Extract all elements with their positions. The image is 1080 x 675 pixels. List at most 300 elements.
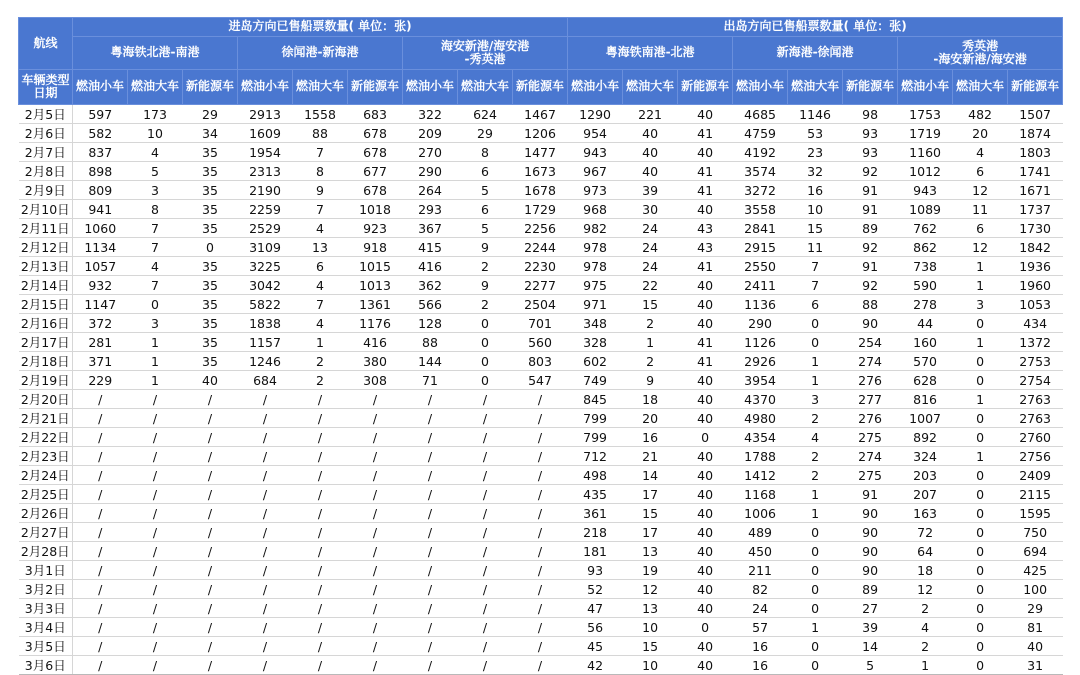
value-cell: 3272: [733, 181, 788, 200]
value-cell: 17: [623, 485, 678, 504]
value-cell: 41: [678, 257, 733, 276]
value-cell: 0: [458, 352, 513, 371]
value-cell: 845: [568, 390, 623, 409]
value-cell: 40: [1008, 637, 1063, 656]
value-cell: 14: [623, 466, 678, 485]
value-cell: 803: [513, 352, 568, 371]
value-cell: 40: [678, 295, 733, 314]
table-row: [19, 656, 1063, 675]
value-cell: /: [293, 390, 348, 409]
value-cell: 90: [843, 542, 898, 561]
value-cell: 209: [403, 124, 458, 143]
outbound-direction-header: 出岛方向已售船票数量( 单位：张): [568, 18, 1063, 37]
date-cell: 2月6日: [19, 124, 73, 143]
value-cell: 809: [73, 181, 128, 200]
table-row: [19, 124, 1063, 143]
value-cell: /: [458, 428, 513, 447]
value-cell: 0: [458, 371, 513, 390]
value-cell: 1874: [1008, 124, 1063, 143]
value-cell: /: [348, 466, 403, 485]
value-cell: 1: [623, 333, 678, 352]
value-cell: 684: [238, 371, 293, 390]
value-cell: /: [238, 504, 293, 523]
value-cell: 943: [898, 181, 953, 200]
value-cell: 40: [678, 105, 733, 124]
vehicle-type-header: 燃油小车: [238, 70, 293, 105]
value-cell: 1012: [898, 162, 953, 181]
value-cell: 6: [953, 219, 1008, 238]
value-cell: 1730: [1008, 219, 1063, 238]
value-cell: 3558: [733, 200, 788, 219]
value-cell: 30: [623, 200, 678, 219]
value-cell: 1126: [733, 333, 788, 352]
value-cell: /: [403, 390, 458, 409]
value-cell: 35: [183, 257, 238, 276]
value-cell: 40: [678, 447, 733, 466]
value-cell: /: [128, 409, 183, 428]
date-cell: 2月28日: [19, 542, 73, 561]
table-row: [19, 162, 1063, 181]
value-cell: 0: [953, 352, 1008, 371]
value-cell: 290: [403, 162, 458, 181]
value-cell: 2753: [1008, 352, 1063, 371]
value-cell: /: [128, 523, 183, 542]
value-cell: 0: [788, 523, 843, 542]
date-cell: 2月18日: [19, 352, 73, 371]
value-cell: /: [293, 561, 348, 580]
value-cell: 973: [568, 181, 623, 200]
value-cell: 89: [843, 580, 898, 599]
value-cell: 328: [568, 333, 623, 352]
value-cell: /: [403, 618, 458, 637]
value-cell: 1: [788, 504, 843, 523]
inbound-route-header: 徐闻港-新海港: [238, 37, 403, 70]
value-cell: 0: [458, 333, 513, 352]
value-cell: 1: [788, 485, 843, 504]
value-cell: 163: [898, 504, 953, 523]
value-cell: 53: [788, 124, 843, 143]
value-cell: 348: [568, 314, 623, 333]
value-cell: 0: [953, 314, 1008, 333]
value-cell: /: [73, 523, 128, 542]
value-cell: /: [73, 599, 128, 618]
value-cell: 582: [73, 124, 128, 143]
value-cell: 1176: [348, 314, 403, 333]
value-cell: 3: [788, 390, 843, 409]
value-cell: 275: [843, 428, 898, 447]
value-cell: 0: [953, 371, 1008, 390]
value-cell: /: [73, 637, 128, 656]
value-cell: 29: [1008, 599, 1063, 618]
value-cell: /: [293, 523, 348, 542]
vehicle-type-header: 新能源车: [843, 70, 898, 105]
value-cell: 7: [128, 238, 183, 257]
value-cell: /: [238, 485, 293, 504]
value-cell: 2259: [238, 200, 293, 219]
value-cell: 968: [568, 200, 623, 219]
value-cell: 1013: [348, 276, 403, 295]
value-cell: /: [293, 466, 348, 485]
value-cell: /: [128, 637, 183, 656]
value-cell: 88: [293, 124, 348, 143]
value-cell: /: [183, 599, 238, 618]
value-cell: /: [238, 561, 293, 580]
date-cell: 2月9日: [19, 181, 73, 200]
value-cell: /: [128, 599, 183, 618]
value-cell: 1007: [898, 409, 953, 428]
table-row: [19, 143, 1063, 162]
value-cell: /: [183, 580, 238, 599]
date-cell: 2月19日: [19, 371, 73, 390]
value-cell: /: [513, 390, 568, 409]
value-cell: /: [128, 580, 183, 599]
value-cell: 9: [293, 181, 348, 200]
value-cell: 3042: [238, 276, 293, 295]
value-cell: /: [513, 561, 568, 580]
value-cell: /: [128, 542, 183, 561]
value-cell: 3225: [238, 257, 293, 276]
value-cell: 0: [788, 333, 843, 352]
value-cell: 0: [788, 580, 843, 599]
value-cell: 1507: [1008, 105, 1063, 124]
value-cell: 293: [403, 200, 458, 219]
date-cell: 2月26日: [19, 504, 73, 523]
value-cell: /: [348, 447, 403, 466]
value-cell: 0: [788, 314, 843, 333]
value-cell: 128: [403, 314, 458, 333]
table-row: [19, 542, 1063, 561]
value-cell: 276: [843, 371, 898, 390]
value-cell: 1089: [898, 200, 953, 219]
value-cell: 1: [128, 371, 183, 390]
value-cell: 2504: [513, 295, 568, 314]
value-cell: /: [513, 504, 568, 523]
value-cell: 40: [678, 314, 733, 333]
value-cell: 361: [568, 504, 623, 523]
value-cell: 1729: [513, 200, 568, 219]
value-cell: /: [73, 561, 128, 580]
value-cell: /: [513, 618, 568, 637]
value-cell: 1053: [1008, 295, 1063, 314]
value-cell: 52: [568, 580, 623, 599]
vehicle-type-header: 燃油小车: [568, 70, 623, 105]
value-cell: 41: [678, 162, 733, 181]
value-cell: 712: [568, 447, 623, 466]
value-cell: 2529: [238, 219, 293, 238]
value-cell: 1147: [73, 295, 128, 314]
date-cell: 2月25日: [19, 485, 73, 504]
value-cell: 1: [953, 257, 1008, 276]
value-cell: /: [128, 504, 183, 523]
value-cell: 3: [128, 314, 183, 333]
value-cell: /: [73, 618, 128, 637]
date-cell: 3月6日: [19, 656, 73, 675]
value-cell: 2256: [513, 219, 568, 238]
value-cell: 5: [458, 219, 513, 238]
value-cell: 17: [623, 523, 678, 542]
table-row: [19, 295, 1063, 314]
value-cell: 90: [843, 314, 898, 333]
table-row: [19, 428, 1063, 447]
value-cell: 0: [953, 599, 1008, 618]
value-cell: 7: [128, 276, 183, 295]
value-cell: 371: [73, 352, 128, 371]
value-cell: 81: [1008, 618, 1063, 637]
value-cell: 21: [623, 447, 678, 466]
value-cell: 32: [788, 162, 843, 181]
value-cell: 1206: [513, 124, 568, 143]
value-cell: 274: [843, 352, 898, 371]
table-row: [19, 561, 1063, 580]
date-cell: 2月13日: [19, 257, 73, 276]
value-cell: 2190: [238, 181, 293, 200]
value-cell: 24: [733, 599, 788, 618]
vehicle-type-date-header: [19, 70, 73, 105]
value-cell: 41: [678, 333, 733, 352]
value-cell: /: [458, 580, 513, 599]
value-cell: 47: [568, 599, 623, 618]
value-cell: /: [238, 599, 293, 618]
value-cell: 367: [403, 219, 458, 238]
value-cell: 40: [678, 599, 733, 618]
value-cell: /: [238, 428, 293, 447]
table-row: [19, 409, 1063, 428]
value-cell: /: [128, 466, 183, 485]
vehicle-type-header: 燃油大车: [953, 70, 1008, 105]
value-cell: /: [513, 656, 568, 675]
value-cell: 2913: [238, 105, 293, 124]
table-row: [19, 238, 1063, 257]
table-row: [19, 276, 1063, 295]
value-cell: 2: [623, 314, 678, 333]
table-row: [19, 580, 1063, 599]
value-cell: 39: [623, 181, 678, 200]
value-cell: 372: [73, 314, 128, 333]
value-cell: /: [238, 447, 293, 466]
value-cell: 8: [128, 200, 183, 219]
date-cell: 2月24日: [19, 466, 73, 485]
value-cell: /: [513, 637, 568, 656]
value-cell: 837: [73, 143, 128, 162]
value-cell: 628: [898, 371, 953, 390]
table-row: [19, 200, 1063, 219]
value-cell: 1467: [513, 105, 568, 124]
value-cell: /: [458, 409, 513, 428]
value-cell: /: [73, 409, 128, 428]
value-cell: 40: [623, 143, 678, 162]
vehicle-type-header: 燃油小车: [403, 70, 458, 105]
value-cell: 8: [293, 162, 348, 181]
value-cell: 29: [458, 124, 513, 143]
value-cell: 2763: [1008, 390, 1063, 409]
value-cell: 13: [293, 238, 348, 257]
table-row: [19, 333, 1063, 352]
value-cell: 5822: [238, 295, 293, 314]
vehicle-type-header: 新能源车: [678, 70, 733, 105]
value-cell: 2: [458, 295, 513, 314]
value-cell: 425: [1008, 561, 1063, 580]
value-cell: 2763: [1008, 409, 1063, 428]
value-cell: /: [403, 428, 458, 447]
value-cell: /: [183, 637, 238, 656]
value-cell: 43: [678, 219, 733, 238]
value-cell: /: [348, 409, 403, 428]
value-cell: 35: [183, 143, 238, 162]
value-cell: 750: [1008, 523, 1063, 542]
table-row: [19, 504, 1063, 523]
value-cell: /: [183, 542, 238, 561]
value-cell: 498: [568, 466, 623, 485]
value-cell: /: [403, 542, 458, 561]
value-cell: 41: [678, 352, 733, 371]
value-cell: 547: [513, 371, 568, 390]
value-cell: 978: [568, 257, 623, 276]
value-cell: 93: [568, 561, 623, 580]
value-cell: 1160: [898, 143, 953, 162]
value-cell: /: [513, 485, 568, 504]
value-cell: 218: [568, 523, 623, 542]
value-cell: 31: [1008, 656, 1063, 675]
value-cell: 971: [568, 295, 623, 314]
table-row: [19, 637, 1063, 656]
value-cell: /: [403, 656, 458, 675]
outbound-route-header: 新海港-徐闻港: [733, 37, 898, 70]
value-cell: 943: [568, 143, 623, 162]
value-cell: 100: [1008, 580, 1063, 599]
value-cell: 0: [183, 238, 238, 257]
value-cell: /: [128, 561, 183, 580]
value-cell: 229: [73, 371, 128, 390]
value-cell: 35: [183, 333, 238, 352]
date-cell: 2月14日: [19, 276, 73, 295]
value-cell: 90: [843, 523, 898, 542]
value-cell: 6: [788, 295, 843, 314]
value-cell: 27: [843, 599, 898, 618]
value-cell: 0: [953, 409, 1008, 428]
value-cell: 762: [898, 219, 953, 238]
value-cell: 2: [788, 466, 843, 485]
table-row: [19, 257, 1063, 276]
value-cell: /: [293, 542, 348, 561]
value-cell: /: [458, 637, 513, 656]
value-cell: 1057: [73, 257, 128, 276]
value-cell: 1: [128, 352, 183, 371]
ticket-sales-table-container: [18, 17, 1062, 675]
value-cell: 482: [953, 105, 1008, 124]
date-cell: 3月1日: [19, 561, 73, 580]
value-cell: /: [128, 447, 183, 466]
value-cell: 1: [788, 352, 843, 371]
value-cell: 4192: [733, 143, 788, 162]
value-cell: 678: [348, 181, 403, 200]
value-cell: 1: [788, 371, 843, 390]
value-cell: /: [513, 542, 568, 561]
value-cell: 2760: [1008, 428, 1063, 447]
value-cell: /: [348, 656, 403, 675]
value-cell: /: [513, 409, 568, 428]
value-cell: 1060: [73, 219, 128, 238]
value-cell: /: [458, 656, 513, 675]
value-cell: 898: [73, 162, 128, 181]
value-cell: 0: [788, 656, 843, 675]
value-cell: 35: [183, 352, 238, 371]
value-cell: 1157: [238, 333, 293, 352]
value-cell: 1936: [1008, 257, 1063, 276]
table-row: [19, 485, 1063, 504]
value-cell: 415: [403, 238, 458, 257]
table-row: [19, 599, 1063, 618]
value-cell: /: [293, 485, 348, 504]
value-cell: 15: [623, 295, 678, 314]
value-cell: /: [403, 466, 458, 485]
value-cell: 93: [843, 143, 898, 162]
value-cell: /: [348, 580, 403, 599]
value-cell: 1006: [733, 504, 788, 523]
value-cell: 10: [128, 124, 183, 143]
value-cell: 57: [733, 618, 788, 637]
value-cell: 3109: [238, 238, 293, 257]
value-cell: /: [73, 542, 128, 561]
value-cell: 34: [183, 124, 238, 143]
value-cell: 4: [293, 314, 348, 333]
value-cell: 7: [128, 219, 183, 238]
value-cell: 43: [678, 238, 733, 257]
value-cell: 40: [678, 542, 733, 561]
vehicle-type-axis-label: 车辆类型: [21, 72, 70, 87]
value-cell: 2: [458, 257, 513, 276]
value-cell: 40: [678, 637, 733, 656]
value-cell: /: [293, 428, 348, 447]
value-cell: 92: [843, 238, 898, 257]
value-cell: 862: [898, 238, 953, 257]
value-cell: 0: [953, 428, 1008, 447]
value-cell: /: [293, 599, 348, 618]
value-cell: /: [513, 580, 568, 599]
inbound-direction-header: 进岛方向已售船票数量( 单位：张): [73, 18, 568, 37]
value-cell: /: [458, 390, 513, 409]
value-cell: 4: [898, 618, 953, 637]
value-cell: 2926: [733, 352, 788, 371]
value-cell: 570: [898, 352, 953, 371]
value-cell: 0: [953, 466, 1008, 485]
value-cell: /: [128, 390, 183, 409]
value-cell: 1246: [238, 352, 293, 371]
value-cell: 20: [953, 124, 1008, 143]
value-cell: 91: [843, 257, 898, 276]
value-cell: 7: [293, 143, 348, 162]
table-row: [19, 618, 1063, 637]
value-cell: /: [183, 466, 238, 485]
value-cell: /: [73, 580, 128, 599]
value-cell: 22: [623, 276, 678, 295]
value-cell: /: [348, 637, 403, 656]
value-cell: 1136: [733, 295, 788, 314]
value-cell: 0: [678, 618, 733, 637]
value-cell: 2: [788, 447, 843, 466]
value-cell: 40: [678, 390, 733, 409]
value-cell: 9: [623, 371, 678, 390]
value-cell: /: [348, 561, 403, 580]
value-cell: 11: [788, 238, 843, 257]
value-cell: /: [73, 656, 128, 675]
date-cell: 3月3日: [19, 599, 73, 618]
value-cell: 40: [678, 276, 733, 295]
value-cell: 0: [678, 428, 733, 447]
value-cell: /: [238, 542, 293, 561]
value-cell: 941: [73, 200, 128, 219]
value-cell: 1168: [733, 485, 788, 504]
value-cell: 2244: [513, 238, 568, 257]
